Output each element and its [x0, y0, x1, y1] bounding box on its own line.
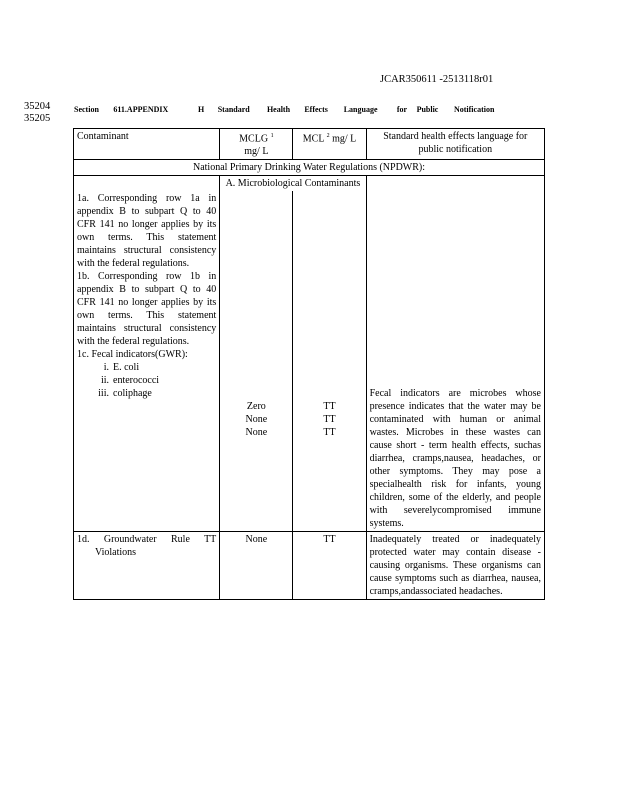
fecal-indicator-list — [77, 361, 216, 400]
contaminant-cell — [74, 191, 220, 532]
npdwr-row — [74, 160, 545, 176]
header-mcl: MCL $^2$ mg/ L — [293, 129, 366, 160]
mclg-cell: Zero None None — [220, 191, 293, 532]
section-part: 611.APPENDIX — [113, 104, 169, 115]
section-word: Effects — [304, 104, 328, 115]
row-1b-text: 1b. Corresponding row 1b in appendix B to subpart Q to 40 CFR 141 no longer applies by its own terms. This statement maintains structural consistency with the federal regulations. — [77, 271, 217, 348]
section-word: Notification — [453, 104, 495, 115]
npdwr-heading: National Primary Drinking Water Regulations (NPDWR): — [74, 160, 545, 176]
contaminant-cell: 1d. Groundwater Rule TT Violations — [74, 532, 220, 600]
header-mclg: MCLG $^1$ mg/ L — [220, 129, 293, 160]
list-item: iii. coliphage — [98, 388, 152, 400]
section-word: Health — [266, 104, 291, 115]
line-number: 35204 — [24, 101, 51, 112]
health-language-cell — [366, 191, 544, 532]
table-row-1d — [74, 532, 545, 600]
section-word: Public — [416, 104, 439, 115]
mcl-cell: TT TT TT — [293, 191, 366, 532]
section-header — [74, 103, 494, 117]
group-a-row — [74, 176, 545, 192]
row-1c-label: 1c. Fecal indicators(GWR): — [77, 349, 188, 361]
fecal-health-text: Fecal indicators are microbes whose presence indicates that the water may be contaminated with human or animal wastes. Microbes in these wastes can cause short - term health effects, suchas diarrhea, cramps,nausea, headaches, or other symptoms. They may pose a specialhealth risk for infants, young children, some of the elderly, and people with severelycompromised immune systems. — [369, 388, 541, 530]
line-number: 35205 — [24, 113, 51, 124]
section-word: Standard — [217, 104, 250, 115]
row-1a-text: 1a. Corresponding row 1a in appendix B to subpart Q to 40 CFR 141 no longer applies by its own terms. This statement maintains structural consistency with the federal regulations. — [77, 193, 217, 270]
section-word: Section — [74, 104, 99, 115]
document-id: JCAR350611 -2513118r01 — [380, 74, 494, 85]
line-numbers — [24, 101, 50, 125]
list-item: i. E. coli — [103, 362, 140, 374]
mclg-cell: None — [220, 532, 293, 600]
table-row-1abc — [74, 191, 545, 532]
header-language: Standard health effects language for public notification — [366, 129, 544, 160]
section-word: for — [396, 104, 408, 115]
table-header-row — [74, 129, 545, 160]
health-effects-table — [73, 128, 545, 600]
header-contaminant: Contaminant — [74, 129, 220, 160]
mcl-cell: TT — [293, 532, 366, 600]
section-word: Language — [343, 104, 378, 115]
health-language-cell: Inadequately treated or inadequately protected water may contain disease -causing organisms. These organisms can cause symptoms such as diarrhea, nausea, cramps,andassociated headaches. — [366, 532, 544, 600]
section-letter: H — [198, 104, 205, 115]
list-item: ii. enterococci — [100, 375, 160, 387]
group-a-heading: A. Microbiological Contaminants — [220, 176, 366, 192]
